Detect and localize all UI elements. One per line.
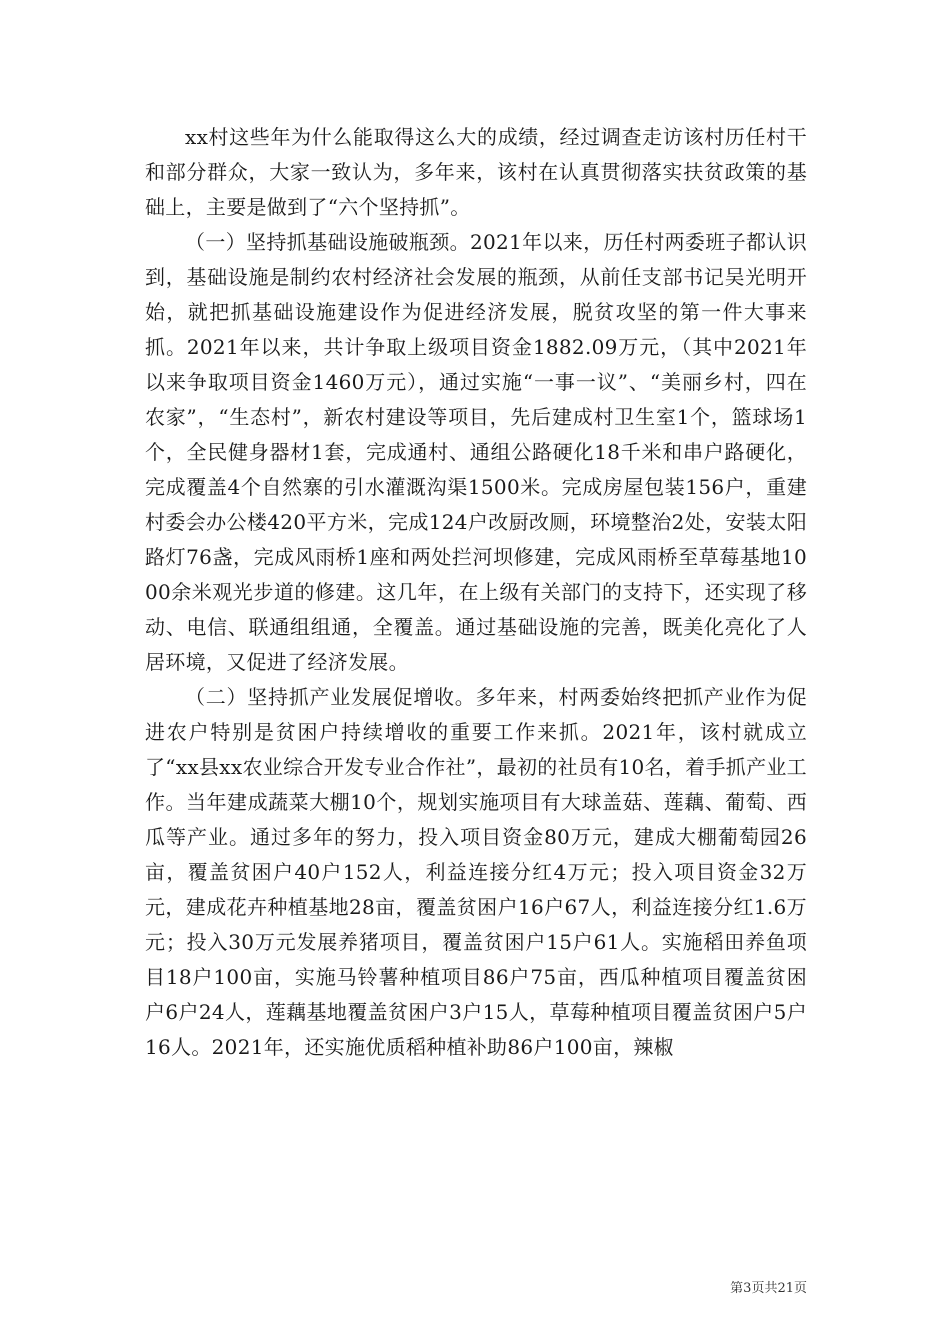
paragraph-industry: （二）坚持抓产业发展促增收。多年来，村两委始终把抓产业作为促进农户特别是贫困户持续增收的重要工作来抓。2021年，该村就成立了“xx县xx农业综合开发专业合作社”，最初的社员有10名，着手抓产业工作。当年建成蔬菜大棚10个，规划实施项目有大球盖菇、莲藕、葡萄、西瓜等产业。通过多年的努力，投入项目资金80万元，建成大棚葡萄园26亩，覆盖贫困户40户152人，利益连接分红4万元；投入项目资金32万元，建成花卉种植基地28亩，覆盖贫困户16户67人，利益连接分红1.6万元；投入30万元发展养猪项目，覆盖贫困户15户61人。实施稻田养鱼项目18户100亩，实施马铃薯种植项目86户75亩，西瓜种植项目覆盖贫困户6户24人，莲藕基地覆盖贫困户3户15人，草莓种植项目覆盖贫困户5户16人。2021年，还实施优质稻种植补助86户100亩，辣椒	[145, 685, 807, 1059]
page-number-footer: 第3页共21页	[730, 1281, 807, 1296]
paragraph-infrastructure: （一）坚持抓基础设施破瓶颈。2021年以来，历任村两委班子都认识到，基础设施是制约农村经济社会发展的瓶颈，从前任支部书记吴光明开始，就把抓基础设施建设作为促进经济发展，脱贫攻坚的第一件大事来抓。2021年以来，共计争取上级项目资金1882.09万元，（其中2021年以来争取项目资金1460万元），通过实施“一事一议”、“美丽乡村，四在农家”，“生态村”，新农村建设等项目，先后建成村卫生室1个，篮球场1个，全民健身器材1套，完成通村、通组公路硬化18千米和串户路硬化，完成覆盖4个自然寨的引水灌溉沟渠1500米。完成房屋包装156户，重建村委会办公楼420平方米，完成124户改厨改厕，环境整治2处，安装太阳路灯76盏，完成风雨桥1座和两处拦河坝修建，完成风雨桥至草莓基地1000余米观光步道的修建。这几年，在上级有关部门的支持下，还实现了移动、电信、联通组组通，全覆盖。通过基础设施的完善，既美化亮化了人居环境，又促进了经济发展。	[145, 230, 807, 674]
document-body	[145, 120, 807, 1065]
paragraph-intro: xx村这些年为什么能取得这么大的成绩，经过调查走访该村历任村干和部分群众，大家一致认为，多年来，该村在认真贯彻落实扶贫政策的基础上，主要是做到了“六个坚持抓”。	[145, 125, 807, 219]
